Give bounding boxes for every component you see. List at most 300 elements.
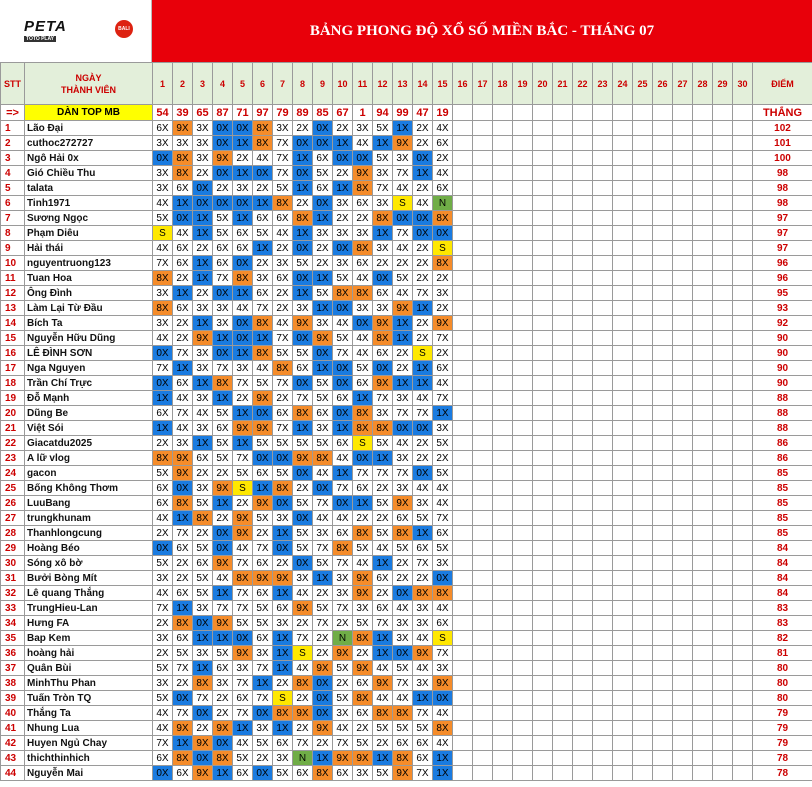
result-cell: 3X: [193, 391, 213, 406]
result-cell: [593, 316, 613, 331]
result-cell: 7X: [333, 601, 353, 616]
result-cell: [713, 166, 733, 181]
result-cell: [673, 661, 693, 676]
result-cell: S: [153, 226, 173, 241]
table-row: [1, 586, 812, 601]
result-cell: [593, 541, 613, 556]
result-cell: [633, 706, 653, 721]
result-cell: [693, 766, 713, 781]
result-cell: [473, 451, 493, 466]
result-cell: 8X: [173, 496, 193, 511]
result-cell: 6X: [273, 406, 293, 421]
day-header: 20: [533, 63, 553, 105]
result-cell: 3X: [433, 421, 453, 436]
result-cell: 0X: [333, 301, 353, 316]
result-cell: [473, 721, 493, 736]
result-cell: 5X: [273, 466, 293, 481]
result-cell: [633, 751, 653, 766]
result-cell: [453, 211, 473, 226]
row-number: 37: [1, 661, 25, 676]
result-cell: 1X: [173, 736, 193, 751]
result-cell: [513, 256, 533, 271]
member-name: Quân Bùi: [25, 661, 153, 676]
result-cell: 0X: [193, 706, 213, 721]
result-cell: [613, 691, 633, 706]
result-cell: [473, 556, 493, 571]
result-cell: [493, 136, 513, 151]
day-header: 8: [293, 63, 313, 105]
result-cell: 1X: [293, 421, 313, 436]
result-cell: [473, 121, 493, 136]
result-cell: [453, 226, 473, 241]
result-cell: 5X: [373, 526, 393, 541]
result-cell: [633, 721, 653, 736]
result-cell: 2X: [293, 481, 313, 496]
member-name: Ngô Hải 0x: [25, 151, 153, 166]
result-cell: 4X: [393, 286, 413, 301]
result-cell: [593, 436, 613, 451]
result-cell: 2X: [193, 241, 213, 256]
member-name: A lữ vlog: [25, 451, 153, 466]
result-cell: [473, 511, 493, 526]
table-row: [1, 601, 812, 616]
result-cell: 8X: [353, 286, 373, 301]
result-cell: [693, 451, 713, 466]
result-cell: 4X: [353, 346, 373, 361]
points-label: THẮNG: [753, 105, 812, 121]
result-cell: [513, 151, 533, 166]
result-cell: 4X: [153, 196, 173, 211]
points-cell: 93: [753, 301, 812, 316]
result-cell: 7X: [253, 301, 273, 316]
result-cell: 9X: [173, 121, 193, 136]
result-cell: [573, 766, 593, 781]
result-cell: 6X: [373, 571, 393, 586]
result-cell: 6X: [213, 661, 233, 676]
result-cell: [673, 631, 693, 646]
result-cell: [593, 211, 613, 226]
result-cell: 6X: [213, 421, 233, 436]
result-cell: [553, 256, 573, 271]
stt-header: STT: [1, 63, 25, 105]
result-cell: [573, 661, 593, 676]
result-cell: [493, 211, 513, 226]
points-cell: 79: [753, 706, 812, 721]
result-cell: [593, 601, 613, 616]
result-cell: 1X: [413, 301, 433, 316]
result-cell: 8X: [193, 511, 213, 526]
result-cell: [613, 181, 633, 196]
result-cell: 1X: [273, 631, 293, 646]
result-cell: 2X: [373, 256, 393, 271]
result-cell: [593, 451, 613, 466]
result-cell: 3X: [393, 631, 413, 646]
result-cell: [553, 526, 573, 541]
day-header: 7: [273, 63, 293, 105]
result-cell: 3X: [413, 601, 433, 616]
result-cell: [613, 616, 633, 631]
result-cell: 6X: [313, 406, 333, 421]
result-cell: 6X: [213, 241, 233, 256]
result-cell: 7X: [393, 406, 413, 421]
result-cell: [613, 661, 633, 676]
result-cell: 7X: [233, 676, 253, 691]
result-cell: 3X: [193, 601, 213, 616]
result-cell: [453, 586, 473, 601]
result-cell: [453, 466, 473, 481]
result-cell: [453, 676, 473, 691]
result-cell: 3X: [153, 631, 173, 646]
result-cell: [673, 586, 693, 601]
result-cell: 1X: [333, 466, 353, 481]
result-cell: [553, 556, 573, 571]
result-cell: 3X: [253, 646, 273, 661]
result-cell: [673, 526, 693, 541]
result-cell: [733, 166, 753, 181]
result-cell: 2X: [313, 256, 333, 271]
result-cell: [633, 766, 653, 781]
result-cell: [653, 631, 673, 646]
result-cell: [593, 736, 613, 751]
result-cell: [613, 331, 633, 346]
member-name: TrungHieu-Lan: [25, 601, 153, 616]
result-cell: 7X: [273, 136, 293, 151]
result-cell: [673, 511, 693, 526]
result-cell: 6X: [373, 601, 393, 616]
result-cell: 5X: [233, 466, 253, 481]
result-cell: 9X: [293, 706, 313, 721]
result-cell: 4X: [273, 316, 293, 331]
result-cell: 0X: [393, 421, 413, 436]
result-cell: 9X: [273, 571, 293, 586]
result-cell: [733, 466, 753, 481]
result-cell: 6X: [353, 706, 373, 721]
points-cell: 86: [753, 451, 812, 466]
result-cell: [573, 376, 593, 391]
result-cell: 7X: [293, 631, 313, 646]
result-cell: [593, 226, 613, 241]
arrow-cell: =>: [1, 105, 25, 121]
result-cell: 3X: [333, 196, 353, 211]
result-cell: S: [233, 481, 253, 496]
points-cell: 86: [753, 436, 812, 451]
result-cell: [673, 676, 693, 691]
result-cell: 5X: [253, 511, 273, 526]
result-cell: 7X: [233, 451, 253, 466]
result-cell: [733, 376, 753, 391]
result-cell: [593, 421, 613, 436]
result-cell: [553, 496, 573, 511]
result-cell: [553, 391, 573, 406]
result-cell: 2X: [273, 556, 293, 571]
result-cell: 5X: [373, 496, 393, 511]
result-cell: 0X: [173, 691, 193, 706]
result-cell: [513, 211, 533, 226]
result-cell: [553, 751, 573, 766]
result-cell: [533, 211, 553, 226]
result-cell: [633, 136, 653, 151]
result-cell: [453, 751, 473, 766]
result-cell: [733, 121, 753, 136]
result-cell: 7X: [213, 271, 233, 286]
result-cell: 2X: [193, 166, 213, 181]
result-cell: [553, 736, 573, 751]
result-cell: 0X: [213, 541, 233, 556]
result-cell: [613, 391, 633, 406]
result-cell: 2X: [173, 676, 193, 691]
result-cell: [713, 196, 733, 211]
result-cell: [653, 436, 673, 451]
result-cell: [533, 316, 553, 331]
result-cell: [473, 151, 493, 166]
result-cell: [493, 496, 513, 511]
result-cell: [533, 541, 553, 556]
row-number: 12: [1, 286, 25, 301]
result-cell: 7X: [433, 391, 453, 406]
result-cell: 0X: [193, 181, 213, 196]
result-cell: 1X: [233, 406, 253, 421]
result-cell: [713, 151, 733, 166]
result-cell: [573, 271, 593, 286]
result-cell: 8X: [393, 706, 413, 721]
result-cell: [673, 646, 693, 661]
result-cell: 9X: [233, 526, 253, 541]
result-cell: 3X: [193, 481, 213, 496]
result-cell: 67: [333, 105, 353, 121]
result-cell: [733, 601, 753, 616]
result-cell: 7X: [373, 466, 393, 481]
result-cell: [553, 346, 573, 361]
result-cell: [613, 301, 633, 316]
result-cell: [633, 241, 653, 256]
result-cell: 4X: [293, 661, 313, 676]
result-cell: 2X: [293, 196, 313, 211]
result-cell: [553, 331, 573, 346]
result-cell: [713, 226, 733, 241]
result-cell: 0X: [213, 286, 233, 301]
result-cell: [613, 751, 633, 766]
result-cell: [573, 406, 593, 421]
result-cell: 4X: [353, 271, 373, 286]
result-cell: 5X: [293, 436, 313, 451]
result-cell: [453, 286, 473, 301]
result-cell: 0X: [433, 571, 453, 586]
result-cell: 85: [313, 105, 333, 121]
points-cell: 85: [753, 511, 812, 526]
result-cell: [653, 571, 673, 586]
result-cell: 2X: [373, 586, 393, 601]
result-cell: 3X: [433, 286, 453, 301]
result-cell: 7X: [313, 541, 333, 556]
result-cell: [513, 361, 533, 376]
result-cell: [653, 496, 673, 511]
member-name: MinhThu Phan: [25, 676, 153, 691]
result-cell: 0X: [313, 676, 333, 691]
points-cell: 88: [753, 421, 812, 436]
result-cell: 0X: [413, 151, 433, 166]
result-cell: 6X: [393, 511, 413, 526]
table-row: [1, 616, 812, 631]
result-cell: 5X: [313, 376, 333, 391]
result-cell: 6X: [353, 676, 373, 691]
result-cell: [573, 436, 593, 451]
result-cell: 1X: [193, 661, 213, 676]
result-cell: 0X: [153, 766, 173, 781]
result-cell: 8X: [273, 196, 293, 211]
result-cell: [453, 166, 473, 181]
points-cell: 78: [753, 766, 812, 781]
result-cell: 8X: [173, 751, 193, 766]
result-cell: 8X: [413, 586, 433, 601]
points-cell: 79: [753, 736, 812, 751]
result-cell: [633, 616, 653, 631]
result-cell: 5X: [313, 556, 333, 571]
result-cell: [533, 121, 553, 136]
result-cell: [493, 166, 513, 181]
table-row: [1, 391, 812, 406]
result-cell: 2X: [393, 361, 413, 376]
result-cell: [493, 376, 513, 391]
result-cell: [633, 121, 653, 136]
result-cell: [673, 346, 693, 361]
result-cell: 2X: [293, 121, 313, 136]
result-cell: 0X: [333, 361, 353, 376]
result-cell: [473, 631, 493, 646]
result-cell: [653, 556, 673, 571]
points-cell: 81: [753, 646, 812, 661]
result-cell: S: [413, 346, 433, 361]
result-cell: 1X: [333, 136, 353, 151]
result-cell: [693, 646, 713, 661]
result-cell: [533, 391, 553, 406]
result-cell: 47: [413, 105, 433, 121]
result-cell: 5X: [393, 271, 413, 286]
result-cell: 1X: [193, 226, 213, 241]
result-cell: [473, 541, 493, 556]
result-cell: 8X: [313, 451, 333, 466]
result-cell: 2X: [193, 721, 213, 736]
result-cell: 4X: [253, 361, 273, 376]
result-cell: [733, 496, 753, 511]
result-cell: 4X: [433, 496, 453, 511]
result-cell: [713, 376, 733, 391]
result-cell: 7X: [413, 556, 433, 571]
result-cell: [613, 271, 633, 286]
result-cell: 7X: [153, 256, 173, 271]
result-cell: [553, 121, 573, 136]
result-cell: 0X: [193, 196, 213, 211]
result-cell: 5X: [333, 691, 353, 706]
result-cell: 3X: [193, 346, 213, 361]
result-cell: 7X: [213, 361, 233, 376]
result-cell: 5X: [193, 541, 213, 556]
result-cell: 0X: [173, 211, 193, 226]
result-cell: [453, 526, 473, 541]
result-cell: 8X: [353, 691, 373, 706]
result-cell: 6X: [333, 526, 353, 541]
result-cell: 3X: [393, 151, 413, 166]
points-cell: 98: [753, 196, 812, 211]
result-cell: 3X: [353, 301, 373, 316]
result-cell: 3X: [153, 316, 173, 331]
result-cell: 4X: [153, 586, 173, 601]
result-cell: 2X: [293, 616, 313, 631]
result-cell: 6X: [353, 481, 373, 496]
row-number: 19: [1, 391, 25, 406]
result-cell: [553, 421, 573, 436]
result-cell: 2X: [173, 556, 193, 571]
result-cell: [733, 301, 753, 316]
row-number: 7: [1, 211, 25, 226]
table-row: [1, 181, 812, 196]
result-cell: [453, 196, 473, 211]
result-cell: 7X: [253, 541, 273, 556]
result-cell: [493, 451, 513, 466]
result-cell: 2X: [333, 121, 353, 136]
peta-logo: [0, 0, 152, 62]
row-number: 8: [1, 226, 25, 241]
result-cell: [453, 316, 473, 331]
table-row: [1, 376, 812, 391]
result-cell: 8X: [173, 166, 193, 181]
result-cell: 9X: [393, 301, 413, 316]
result-cell: [693, 391, 713, 406]
result-cell: [513, 766, 533, 781]
result-cell: 3X: [433, 556, 453, 571]
result-cell: [673, 466, 693, 481]
result-cell: [593, 631, 613, 646]
result-cell: [673, 571, 693, 586]
result-cell: 5X: [313, 436, 333, 451]
table-row: [1, 421, 812, 436]
result-cell: [453, 451, 473, 466]
result-cell: [693, 286, 713, 301]
result-cell: 4X: [413, 661, 433, 676]
row-number: 24: [1, 466, 25, 481]
result-cell: [493, 346, 513, 361]
result-cell: [713, 661, 733, 676]
result-cell: 6X: [153, 481, 173, 496]
result-cell: 7X: [413, 766, 433, 781]
result-cell: [653, 706, 673, 721]
result-cell: [453, 136, 473, 151]
result-cell: 1X: [213, 331, 233, 346]
result-cell: 2X: [233, 151, 253, 166]
result-cell: [473, 766, 493, 781]
result-cell: 2X: [293, 721, 313, 736]
result-cell: 5X: [233, 616, 253, 631]
result-cell: [533, 616, 553, 631]
points-cell: 85: [753, 526, 812, 541]
result-cell: 0X: [153, 376, 173, 391]
result-cell: [473, 751, 493, 766]
result-cell: [453, 631, 473, 646]
result-cell: 7X: [273, 331, 293, 346]
result-cell: 2X: [313, 586, 333, 601]
day-header: 6: [253, 63, 273, 105]
result-cell: [613, 631, 633, 646]
points-cell: 80: [753, 661, 812, 676]
day-header: 23: [593, 63, 613, 105]
result-cell: 4X: [433, 481, 453, 496]
result-cell: [533, 526, 553, 541]
result-cell: [513, 616, 533, 631]
result-cell: [553, 166, 573, 181]
result-cell: [733, 211, 753, 226]
member-name: Trần Chí Trực: [25, 376, 153, 391]
result-cell: 6X: [193, 556, 213, 571]
result-cell: [673, 541, 693, 556]
